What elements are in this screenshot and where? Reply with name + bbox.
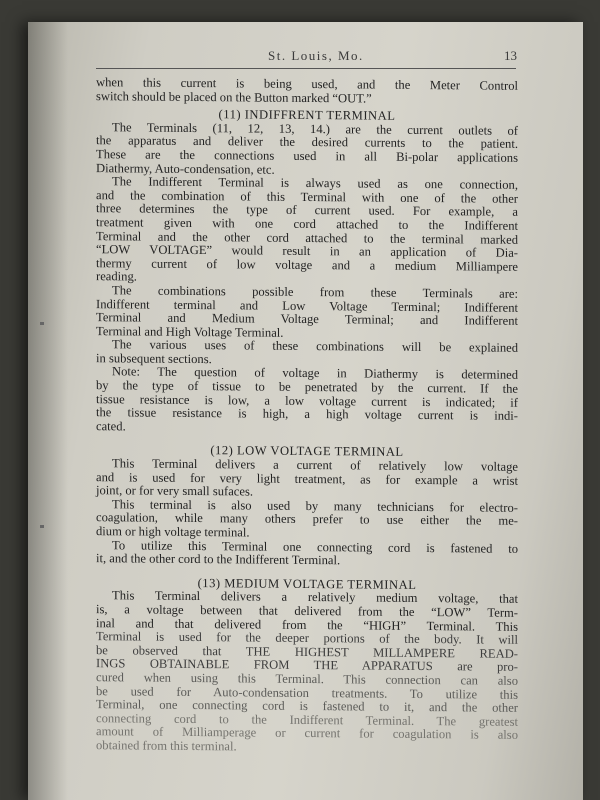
section-heading-12: (12) LOW VOLTAGE TERMINAL: [210, 443, 404, 460]
running-title: St. Louis, Mo.: [268, 48, 364, 63]
text-line: The Indifferent Terminal is always used as one connection,: [112, 174, 518, 192]
text-line: joint, or for very small sufaces.: [96, 483, 254, 499]
text-line: switch should be placed on the Button marked “OUT.”: [96, 88, 372, 106]
text-line: Terminal is used for the deeper portions of the body. It will: [96, 629, 518, 647]
text-line: be used for Auto-condensation treatments. To utilize this: [96, 683, 518, 702]
text-line: by the type of tissue to be penetrated by the current. If the: [96, 378, 518, 396]
text-line: amount of Milliamperage or current for coagulation is also: [96, 724, 518, 743]
section-heading-11: (11) INDIFFRENT TERMINAL: [218, 107, 396, 123]
binding-mark: [40, 525, 44, 528]
page-body: [96, 76, 518, 756]
text-line: cured when using this Terminal. This connection can also: [96, 670, 518, 688]
text-line: treatment given with one cord attached to the Indifferent: [96, 215, 518, 233]
text-line: three determines the type of current used. For example, a: [96, 201, 518, 220]
text-line: the tissue resistance is high, a high voltage current is indi-: [96, 405, 518, 424]
text-line: obtained from this terminal.: [96, 738, 237, 754]
text-line: Terminal, one connecting cord is fastened to it, and the other: [96, 697, 518, 715]
text-line: Terminal and the other cord attached to the terminal marked: [96, 228, 518, 247]
text-line: and is used for very light treatment, as for example a wrist: [96, 469, 518, 488]
text-line: Diathermy, Auto-condensation, etc.: [96, 160, 275, 177]
text-line: Note: The question of voltage in Diathermy is determined: [112, 364, 518, 383]
page-gutter-shadow: [28, 22, 68, 800]
text-line: Indifferent terminal and Low Voltage Terminal; Indifferent: [96, 296, 518, 315]
text-line: The combinations possible from these Terminals are:: [112, 283, 518, 301]
text-line: This Terminal delivers a relatively medium voltage, that: [112, 588, 518, 607]
text-line: “LOW VOLTAGE” would result in an application of Dia-: [96, 242, 518, 260]
text-line: To utilize this Terminal one connecting cord is fastened to: [112, 537, 518, 556]
text-line: The Terminals (11, 12, 13, 14.) are the current outlets of: [112, 120, 518, 138]
header-rule: [96, 68, 516, 69]
section-heading-13: (13) MEDIUM VOLTAGE TERMINAL: [197, 575, 417, 592]
text-line: Terminal and Medium Voltage Terminal; and Indifferent: [96, 310, 518, 328]
text-line: reading.: [96, 269, 137, 284]
text-line: This Terminal delivers a current of relatively low voltage: [112, 456, 518, 474]
text-line: in subsequent sections.: [96, 351, 212, 367]
text-line: This terminal is also used by many technicians for electro-: [112, 497, 518, 515]
text-line: is, a voltage between that delivered from the “LOW” Term-: [96, 602, 518, 620]
running-head: [28, 48, 583, 68]
text-line: Terminal and High Voltage Terminal.: [96, 323, 284, 340]
page-number: 13: [504, 48, 517, 63]
text-line: the apparatus and deliver the desired currents to the patient.: [96, 133, 518, 152]
text-line: The various uses of these combinations will be explained: [112, 337, 518, 356]
text-line: and the combination of this Terminal with one of the other: [96, 187, 518, 206]
text-line: dium or high voltage terminal.: [96, 524, 250, 540]
text-line: inal and that delivered from the “HIGH” Terminal. This: [96, 615, 518, 634]
text-line: These are the connections used in all Bi-polar applications: [96, 147, 518, 165]
text-line: coagulation, while many others prefer to use either the me-: [96, 510, 518, 529]
text-line: when this current is being used, and the Meter Control: [96, 75, 518, 93]
text-line: INGS OBTAINABLE FROM THE APPARATUS are pro-: [96, 656, 518, 675]
text-line: tissue resistance is low, a low voltage current is indicated; if: [96, 391, 518, 410]
book-page: [28, 22, 583, 800]
text-line: be observed that THE HIGHEST MILLAMPERE READ-: [96, 642, 518, 661]
text-line: cated.: [96, 419, 126, 434]
text-line: it, and the other cord to the Indifferent Terminal.: [96, 551, 341, 568]
text-line: thermy current of low voltage and a medium Milliampere: [96, 255, 518, 274]
text-line: connecting cord to the Indifferent Terminal. The greatest: [96, 710, 518, 729]
binding-mark: [40, 322, 44, 325]
